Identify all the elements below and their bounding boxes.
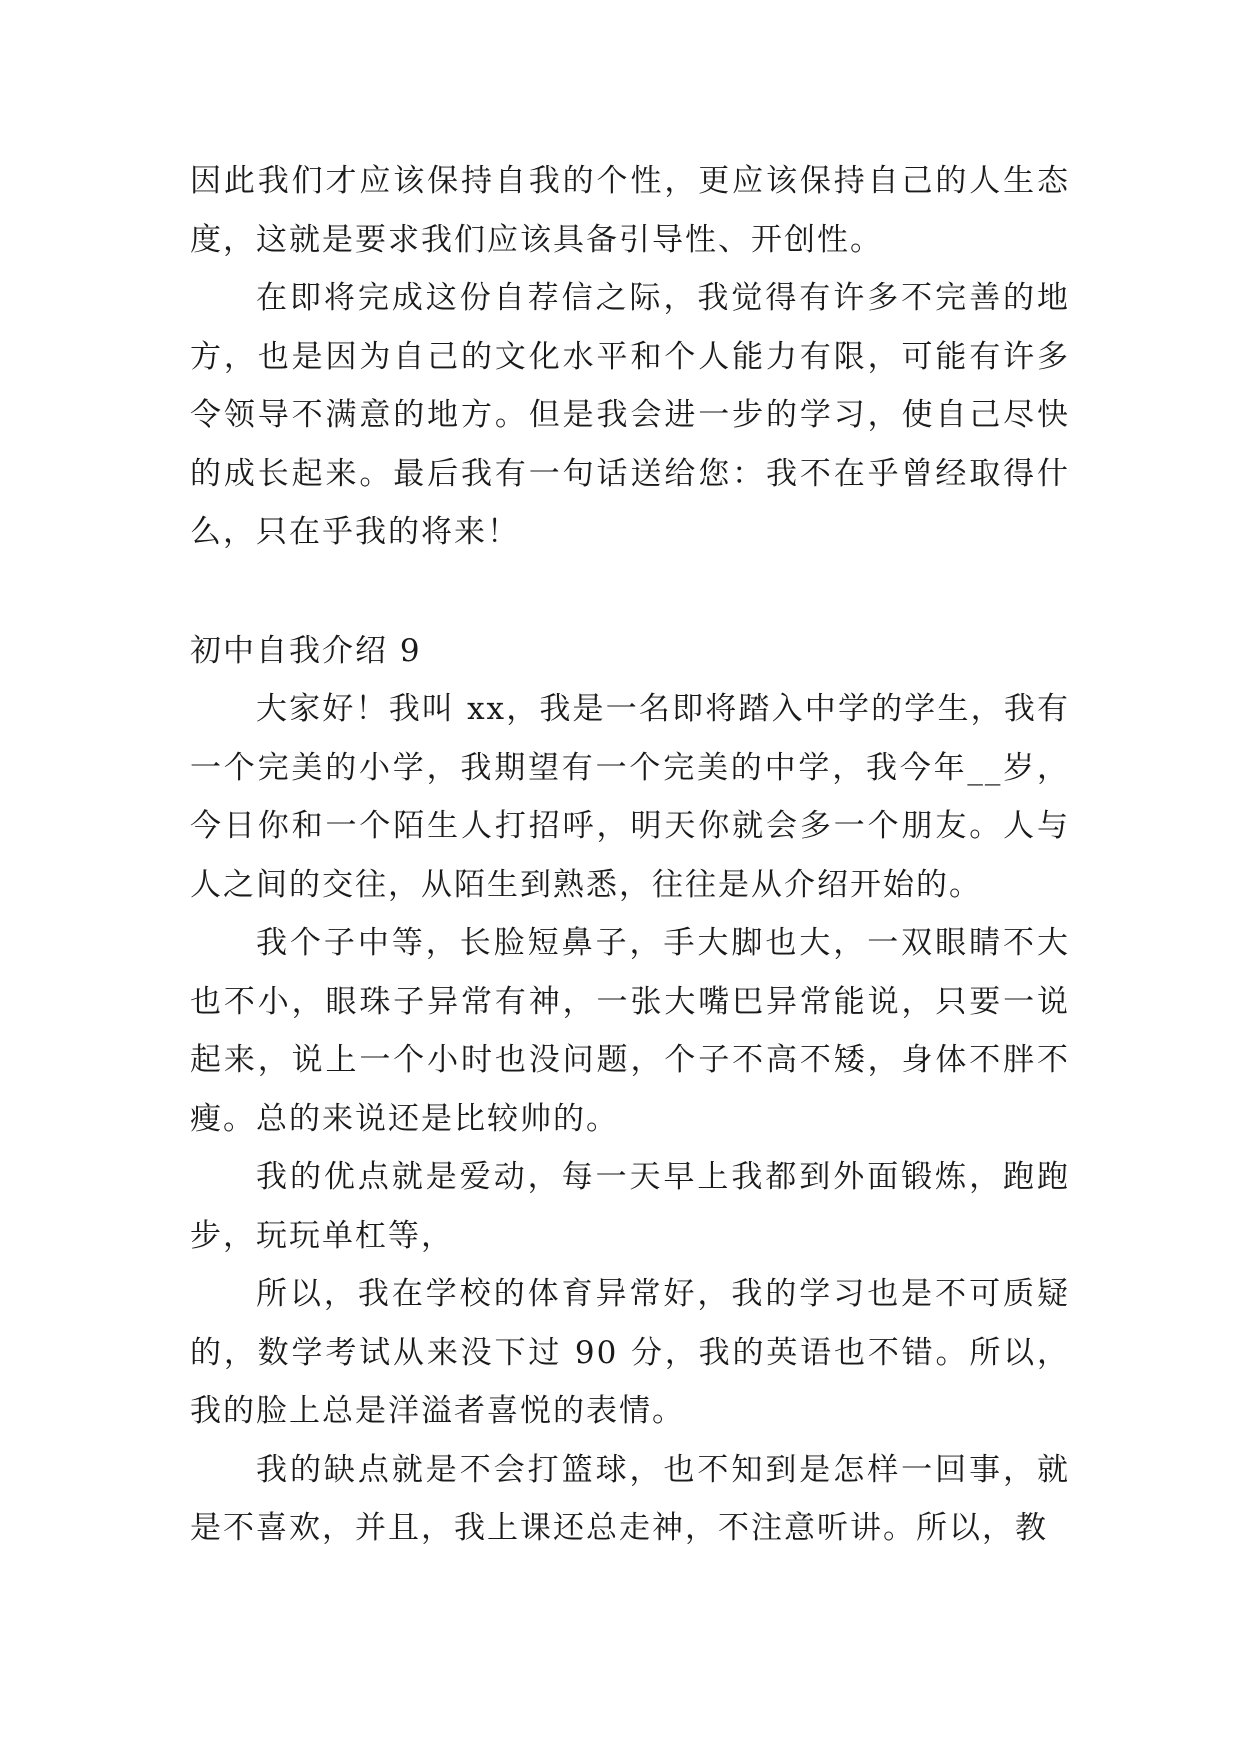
- body-paragraph-3: 我的优点就是爱动，每一天早上我都到外面锻炼，跑跑步，玩玩单杠等，: [190, 1159, 1070, 1254]
- closing-paragraph: 在即将完成这份自荐信之际，我觉得有许多不完善的地方，也是因为自己的文化水平和个人能力有限，可能有许多令领导不满意的地方。但是我会进一步的学习，使自己尽快的成长起来。最后我有一句话送给您：我不在乎曾经取得什么，只在乎我的将来！: [190, 280, 1070, 550]
- document-page: [190, 152, 1070, 1558]
- body-paragraph-2: 我个子中等，长脸短鼻子，手大脚也大，一双眼睛不大也不小，眼珠子异常有神，一张大嘴巴异常能说，只要一说起来，说上一个小时也没问题，个子不高不矮，身体不胖不瘦。总的来说还是比较帅的。: [190, 925, 1070, 1137]
- section-title: 初中自我介绍 9: [190, 632, 422, 669]
- continuation-paragraph: 因此我们才应该保持自我的个性，更应该保持自己的人生态度，这就是要求我们应该具备引导性、开创性。: [190, 163, 1070, 258]
- body-paragraph-5: 我的缺点就是不会打篮球，也不知到是怎样一回事，就是不喜欢，并且，我上课还总走神，不注意听讲。所以，教: [190, 1451, 1070, 1546]
- body-paragraph-1: 大家好！我叫 xx，我是一名即将踏入中学的学生，我有一个完美的小学，我期望有一个完美的中学，我今年__岁，今日你和一个陌生人打招呼，明天你就会多一个朋友。人与人之间的交往，从陌生到熟悉，往往是从介绍开始的。: [190, 691, 1070, 903]
- body-paragraph-4: 所以，我在学校的体育异常好，我的学习也是不可质疑的，数学考试从来没下过 90 分，我的英语也不错。所以，我的脸上总是洋溢者喜悦的表情。: [190, 1276, 1070, 1429]
